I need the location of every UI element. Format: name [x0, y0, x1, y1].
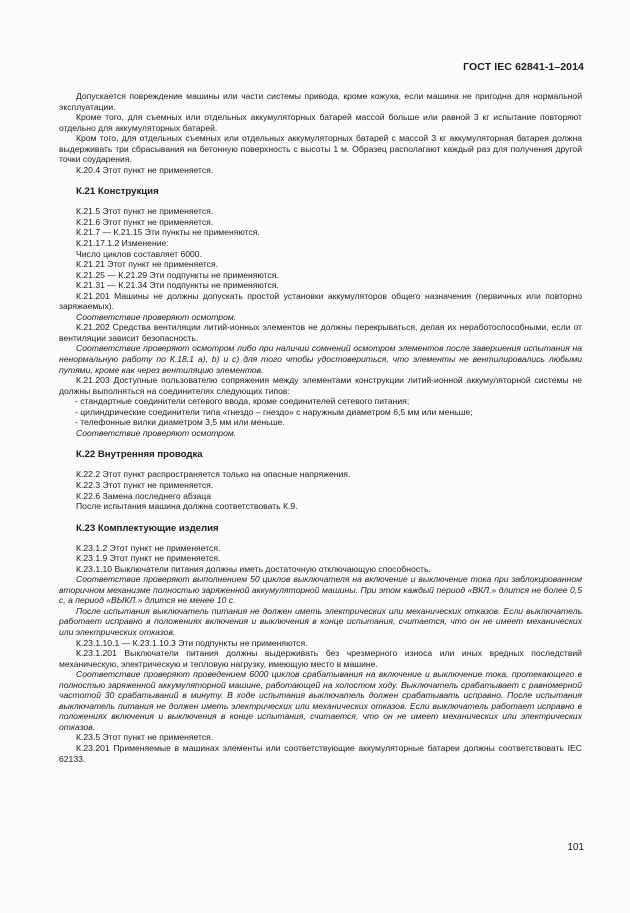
compliance-check: Соответствие проверяют осмотром. [76, 427, 237, 438]
clause-k23-5: К.23.5 Этот пункт не применяется. [76, 732, 214, 743]
clause-k21-25: К.21.25 — К.21.29 Эти подпункты не применяются. [76, 269, 279, 280]
clause-k21-7: К.21.7 — К.21.15 Эти пункты не применяются. [76, 227, 260, 238]
list-item: - телефонные вилки диаметром 3,5 мм или меньше. [75, 417, 285, 428]
paragraph: Допускается повреждение машины или части системы привода, кроме кожуха, если машина не пригодна для нормальной эксплуатации. [59, 91, 582, 112]
section-heading-k22: К.22 Внутренняя проводка [76, 449, 203, 461]
clause-k23-201: К.23.201 Применяемые в машинах элементы или соответствующие аккумуляторные батареи должны соответствовать IEC 62133. [59, 742, 582, 764]
clause-k23-1-10-1: К.23.1.10.1 — К.23.1.10.3 Эти подпункты не применяются. [76, 637, 308, 648]
clause-k23-1-2: К.23.1.2 Этот пункт не применяется. [76, 542, 221, 553]
page-content [59, 91, 582, 764]
clause-k23-1-9: К.23.1.9 Этот пункт не применяется. [76, 553, 221, 564]
section-heading-k23: К.23 Комплектующие изделия [76, 522, 219, 534]
standard-header: ГОСТ IEC 62841-1–2014 [463, 61, 584, 73]
clause-k23-1-10: К.23.1.10 Выключатели питания должны иметь достаточную отключающую способность. [76, 563, 431, 574]
page-number: 101 [567, 842, 584, 853]
clause-k21-202: К.21.202 Средства вентиляции литий-ионных элементов не должны перекрываться, делая их неработоспособными, если от вентиляции зависит безопасность. [59, 322, 582, 343]
clause-k21-201: К.21.201 Машины не должны допускать простой установки аккумуляторов общего назначения (первичных или повторно заряжаемых). [59, 290, 582, 312]
clause-k22-3: К.22.3 Этот пункт не применяется. [76, 479, 214, 490]
clause-k21-cycles: Число циклов составляет 6000. [76, 248, 202, 259]
clause-k22-6: К.22.6 Замена последнего абзаца [76, 490, 211, 501]
clause-k22-2: К.22.2 Этот пункт распространяется только на опасные напряжения. [76, 469, 351, 480]
clause-k21-6: К.21.6 Этот пункт не применяется. [76, 216, 214, 227]
compliance-check: Соответствие проверяют проведением 6000 циклов срабатывания на включение и выключение тока, протекающего в полностью заряженной аккумуляторной машине, работающей на холостом ходу. Выключатель срабатывает с равномерной частотой 30 срабатываний в минуту. В ходе испытания выключатель должен срабатывать исправно. После испытания выключатель питания не должен иметь электрических или механических отказов. Если выключатель работает исправно в положениях включения и выключения в конце испытания, считается, что он не имеет механических или электрических отказов. [59, 669, 582, 732]
clause-k21-5: К.21.5 Этот пункт не применяется. [76, 206, 214, 217]
list-item: - цилиндрические соединители типа «гнездо – гнездо» с наружным диаметром 6,5 мм или меньше; [75, 406, 473, 417]
clause-k20-4: К.20.4 Этот пункт не применяется. [76, 164, 214, 175]
clause-k22-6-text: После испытания машина должна соответствовать К.9. [76, 501, 298, 512]
section-heading-k21: К.21 Конструкция [76, 186, 159, 198]
compliance-check: После испытания выключатель питания не должен иметь электрических или механических отказов. Если выключатель работает исправно в положениях включения и выключения в конце испытания, считается, что он не имеет механических или электрических отказов. [59, 605, 582, 637]
compliance-check: Соответствие проверяют выполнением 50 циклов выключателя на включение и выключение тока при заблокированном вторичном механизме полностью заряженной аккумуляторной машины. При этом каждый период «ВКЛ.» длится не более 0,5 с, а период «ВЫКЛ.» длится не менее 10 с. [59, 574, 582, 606]
clause-k21-21: К.21.21 Этот пункт не применяется. [76, 259, 218, 270]
clause-k21-31: К.21.31 — К.21.34 Эти подпункты не применяются. [76, 280, 279, 291]
paragraph: Кром того, для отдельных съемных или отдельных аккумуляторных батарей с массой 3 кг аккумуляторная батарея должна выдерживать три сбрасывания на бетонную поверхность с высоты 1 м. Образец располагают каждый раз для получения другой точки соударения. [59, 133, 582, 165]
compliance-check: Соответствие проверяют осмотром либо при наличии сомнений осмотром элементов после завершения испытания на ненормальную работу по К.18.1 а), b) и с) для того чтобы удостовериться, что элементы не вентилировались любыми путями, кроме как через вентиляцию элементов. [59, 343, 582, 375]
compliance-check: Соответствие проверяют осмотром. [76, 311, 237, 322]
list-item: - стандартные соединители сетевого ввода, кроме соединителей сетевого питания; [75, 396, 410, 407]
clause-k21-17-1-2: К.21.17.1.2 Изменение: [76, 238, 169, 249]
clause-k23-1-201: К.23.1.201 Выключатели питания должны выдерживать без чрезмерного износа или иных вредных последствий механическую, электрическую и тепловую нагрузку, имеющую место в машине. [59, 648, 582, 669]
clause-k21-203: К.21.203 Доступные пользователю сопряжения между элементами конструкции литий-ионной аккумуляторной системы не должны выполняться на соединителях следующих типов: [59, 375, 582, 396]
paragraph: Кроме того, для съемных или отдельных аккумуляторных батарей массой больше или равной 3 кг испытание повторяют отдельно для аккумуляторных батарей. [59, 112, 582, 133]
